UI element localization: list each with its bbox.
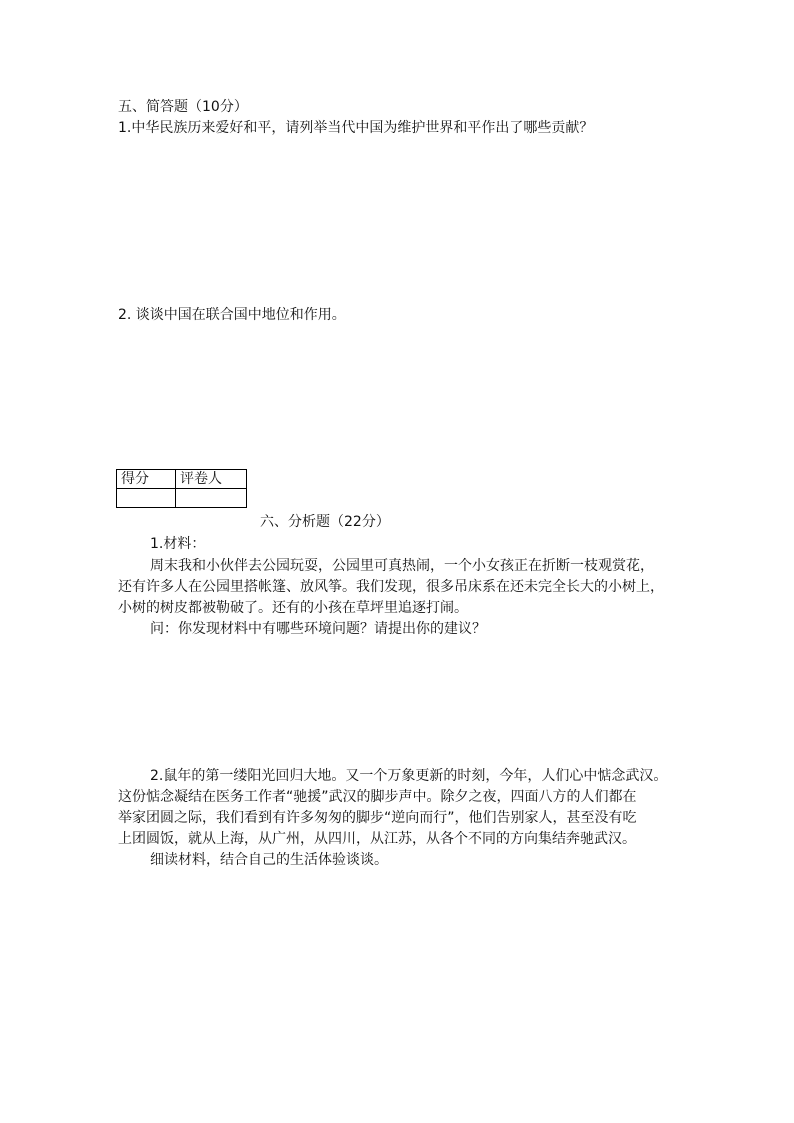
score-value-cell	[117, 489, 176, 508]
section-5-heading: 五、简答题（10分）	[118, 99, 248, 115]
material-2-line-1: 2.鼠年的第一缕阳光回归大地。又一个万象更新的时刻，今年，人们心中惦念武汉。	[150, 768, 668, 784]
score-table	[116, 469, 247, 508]
material-1-line-2: 还有许多人在公园里搭帐篷、放风筝。我们发现，很多吊床系在还未完全长大的小树上，	[118, 579, 664, 595]
question-6-1-label: 1.材料：	[150, 536, 206, 552]
question-5-2: 2. 谈谈中国在联合国中地位和作用。	[118, 307, 346, 323]
question-6-2-task: 细读材料，结合自己的生活体验谈谈。	[150, 852, 388, 868]
grader-label-cell: 评卷人	[176, 470, 247, 489]
section-6-heading: 六、分析题（22分）	[260, 514, 390, 530]
material-1-line-3: 小树的树皮都被勒破了。还有的小孩在草坪里追逐打闹。	[118, 600, 468, 616]
material-2-line-3: 举家团圆之际，我们看到有许多匆匆的脚步“逆向而行”，他们告别家人，甚至没有吃	[118, 810, 637, 826]
question-6-1-ask: 问：你发现材料中有哪些环境问题？请提出你的建议？	[150, 621, 486, 637]
material-2-line-2: 这份惦念凝结在医务工作者“驰援”武汉的脚步声中。除夕之夜，四面八方的人们都在	[118, 789, 637, 805]
material-2-line-4: 上团圆饭，就从上海，从广州，从四川，从江苏，从各个不同的方向集结奔驰武汉。	[118, 831, 636, 847]
material-1-line-1: 周末我和小伙伴去公园玩耍，公园里可真热闹，一个小女孩正在折断一枝观赏花，	[150, 558, 654, 574]
score-label-cell: 得分	[117, 470, 176, 489]
grader-value-cell	[176, 489, 247, 508]
question-5-1: 1.中华民族历来爱好和平，请列举当代中国为维护世界和平作出了哪些贡献？	[118, 120, 594, 136]
